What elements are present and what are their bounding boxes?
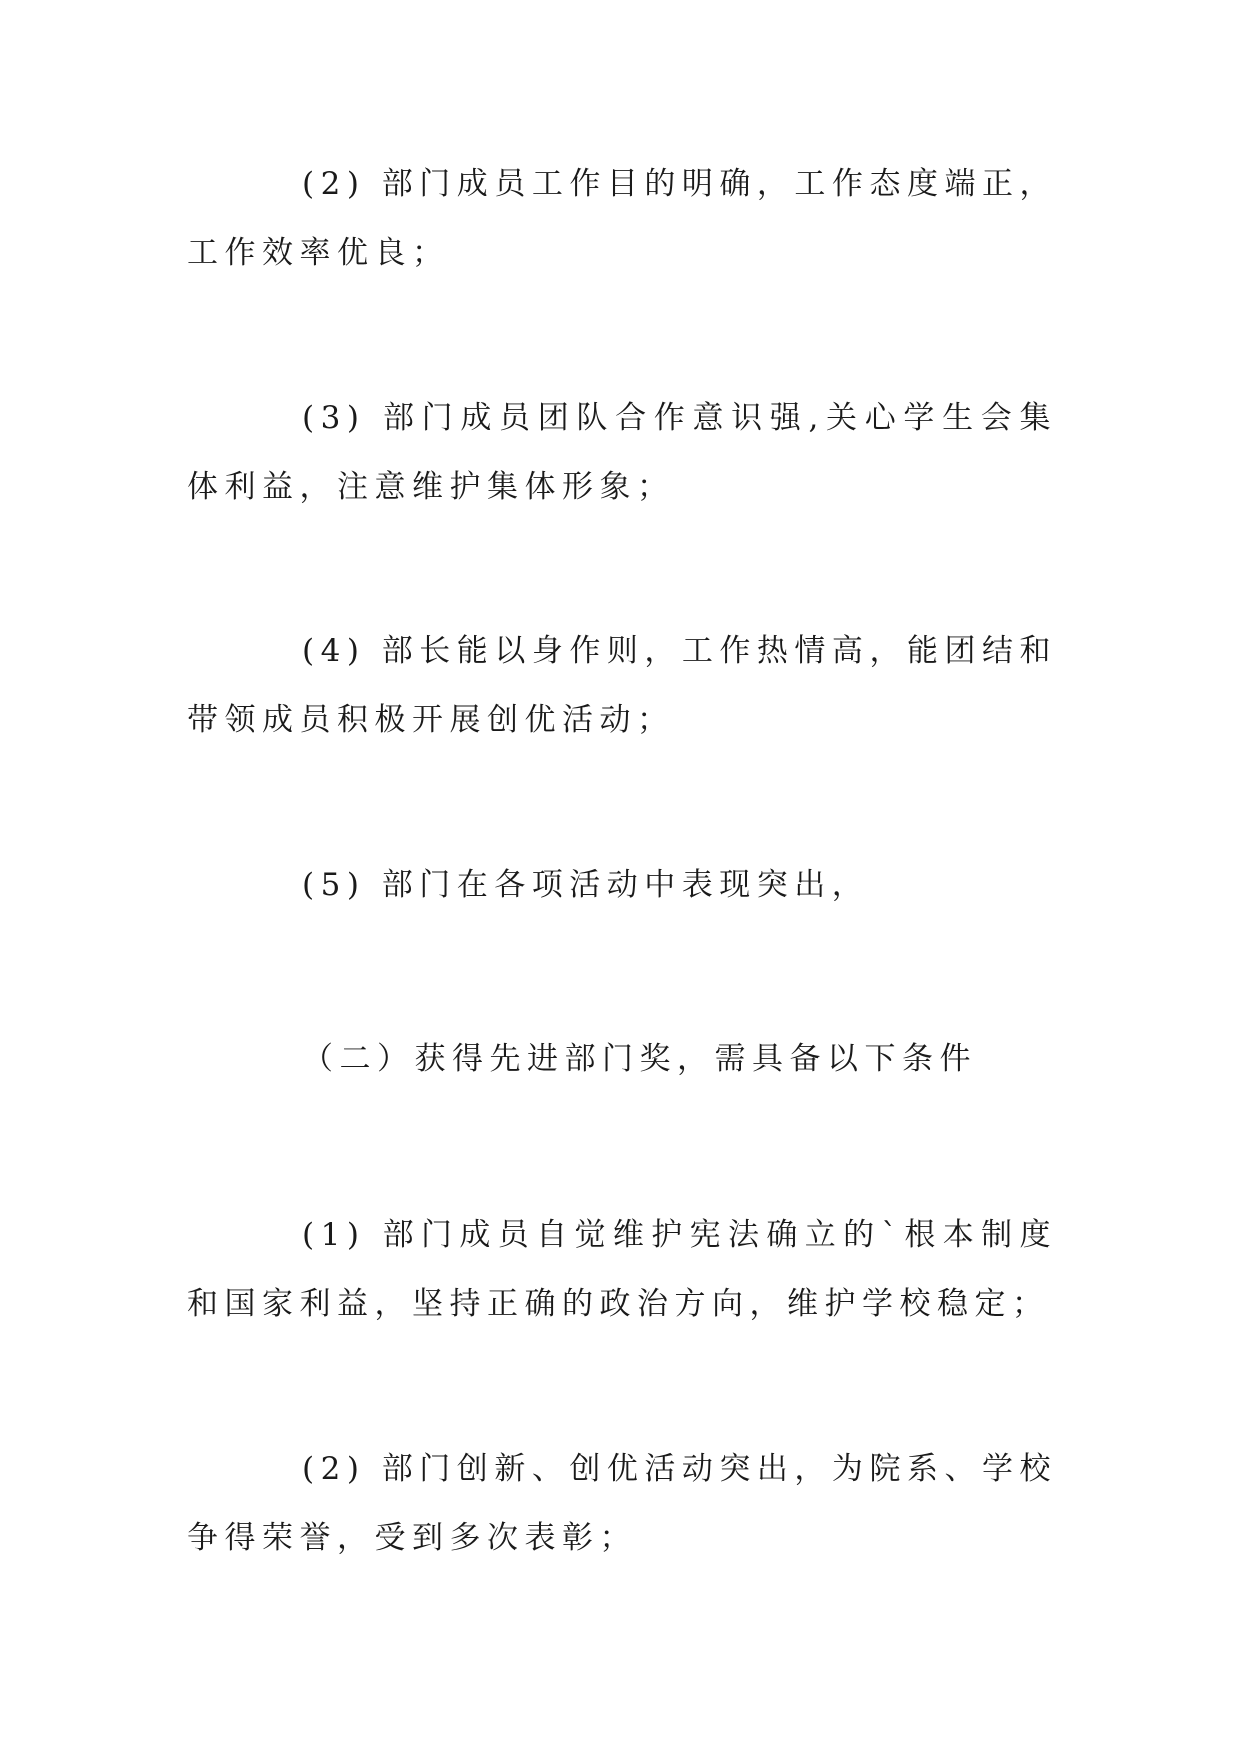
paragraph-criterion-5: (5) 部门在各项活动中表现突出， bbox=[302, 867, 870, 903]
paragraph-advanced-criterion-2: (2) 部门创新、创优活动突出，为院系、学校争得荣誉，受到多次表彰； bbox=[187, 1451, 1057, 1556]
paragraph-criterion-4: (4) 部长能以身作则，工作热情高，能团结和带领成员积极开展创优活动； bbox=[187, 633, 1057, 738]
section-heading-advanced-department: （二）获得先进部门奖，需具备以下条件 bbox=[302, 1041, 977, 1077]
paragraph-advanced-criterion-1: (1) 部门成员自觉维护宪法确立的`根本制度和国家利益，坚持正确的政治方向，维护学校稳定； bbox=[187, 1217, 1057, 1322]
paragraph-criterion-2: (2) 部门成员工作目的明确，工作态度端正，工作效率优良； bbox=[187, 166, 1057, 271]
paragraph-criterion-3: (3) 部门成员团队合作意识强,关心学生会集体利益，注意维护集体形象； bbox=[187, 400, 1057, 505]
